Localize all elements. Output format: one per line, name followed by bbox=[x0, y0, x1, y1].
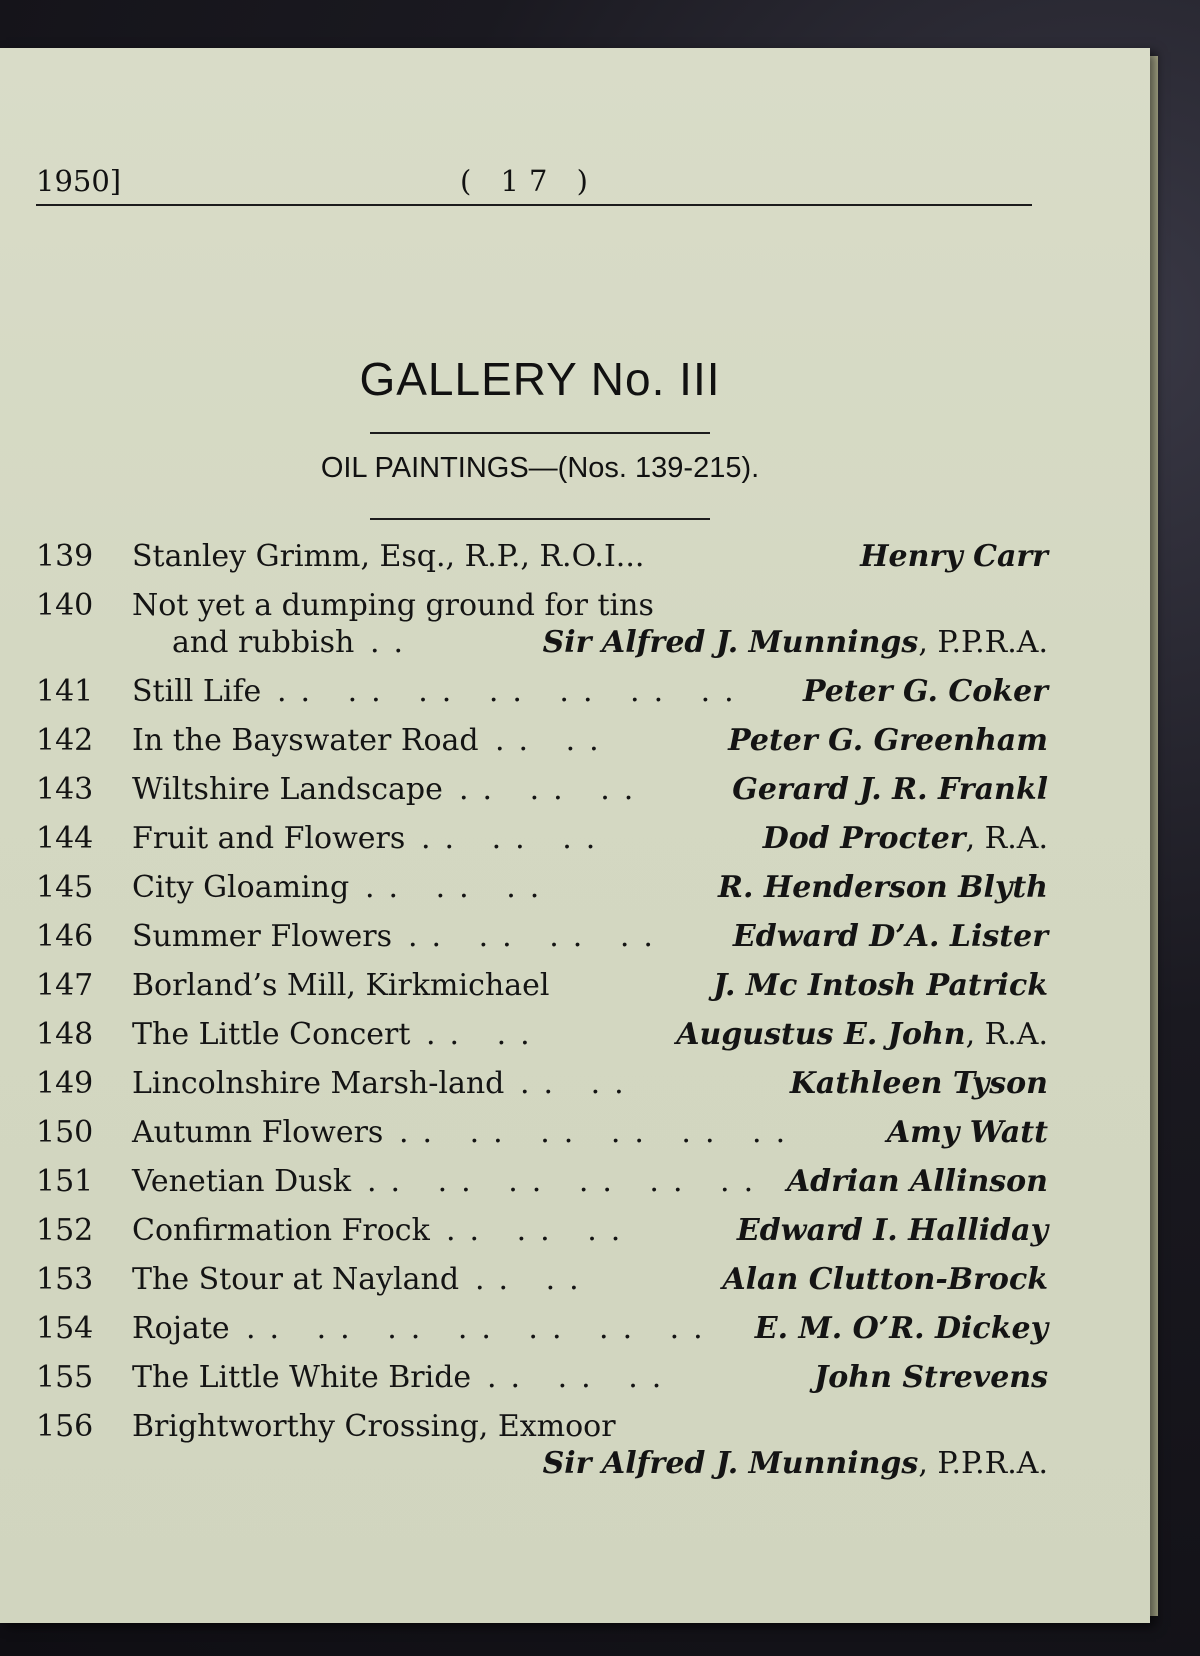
section-subtitle: OIL PAINTINGS—(Nos. 139-215). bbox=[320, 452, 760, 484]
entry-title: Borland’s Mill, Kirkmichael bbox=[132, 968, 550, 1003]
entry-number: 153 bbox=[36, 1262, 94, 1297]
artist-honours: , R.A. bbox=[965, 1017, 1048, 1052]
leader-dots: .. .. .. bbox=[487, 1360, 676, 1395]
leader-dots: .. .. bbox=[495, 723, 613, 758]
entry-artist bbox=[543, 1439, 1048, 1488]
artist-name: Amy Watt bbox=[886, 1115, 1048, 1150]
entry-title: In the Bayswater Road bbox=[132, 723, 479, 758]
catalogue-entry bbox=[36, 1108, 1048, 1157]
artist-name: Dod Procter bbox=[762, 821, 966, 856]
entry-artist bbox=[732, 765, 1048, 814]
artist-honours: , P.P.R.A. bbox=[918, 625, 1048, 660]
leader-dots: .. .. .. .. .. .. bbox=[399, 1115, 800, 1150]
leader-dots: .. .. .. bbox=[365, 870, 554, 905]
entry-number: 139 bbox=[36, 539, 94, 574]
entry-artist bbox=[814, 1353, 1048, 1402]
entry-artist bbox=[543, 618, 1048, 667]
catalogue-entry bbox=[36, 532, 1048, 581]
catalogue-entry bbox=[36, 863, 1048, 912]
entry-number: 150 bbox=[36, 1115, 94, 1150]
artist-name: Augustus E. John bbox=[676, 1017, 966, 1052]
entry-artist bbox=[803, 667, 1048, 716]
artist-name: J. Mc Intosh Patrick bbox=[713, 968, 1048, 1003]
leader-dots: .. .. .. bbox=[459, 772, 648, 807]
leader-dots: .. .. .. bbox=[446, 1213, 635, 1248]
entry-artist bbox=[763, 814, 1048, 863]
running-header bbox=[30, 158, 1030, 208]
entry-title: The Little White Bride bbox=[132, 1360, 472, 1395]
artist-name: Adrian Allinson bbox=[786, 1164, 1048, 1199]
leader-dots: .. .. .. .. .. .. .. bbox=[246, 1311, 717, 1346]
entry-title: Rojate bbox=[132, 1311, 230, 1346]
artist-name: Sir Alfred J. Munnings bbox=[542, 1446, 919, 1481]
page-edge bbox=[1150, 56, 1158, 1616]
page-number: ( 17 ) bbox=[460, 164, 598, 198]
leader-dots: .. .. .. .. bbox=[408, 919, 667, 954]
entry-artist bbox=[887, 1108, 1048, 1157]
artist-name: Sir Alfred J. Munnings bbox=[542, 625, 919, 660]
header-rule bbox=[36, 204, 1032, 206]
catalogue-entry bbox=[36, 912, 1048, 961]
entry-title: The Little Concert bbox=[132, 1017, 411, 1052]
entry-number: 149 bbox=[36, 1066, 94, 1101]
entry-title: Not yet a dumping ground for tins bbox=[132, 588, 654, 623]
catalogue-entry bbox=[36, 1157, 1048, 1206]
artist-name: Edward I. Halliday bbox=[736, 1213, 1048, 1248]
entry-number: 151 bbox=[36, 1164, 94, 1199]
catalogue-entry bbox=[36, 814, 1048, 863]
entry-number: 154 bbox=[36, 1311, 94, 1346]
entry-title: The Stour at Nayland bbox=[132, 1262, 460, 1297]
artist-name: John Strevens bbox=[814, 1360, 1048, 1395]
artist-name: R. Henderson Blyth bbox=[718, 870, 1048, 905]
entry-title: Summer Flowers bbox=[132, 919, 393, 954]
leader-dots: .. .. .. .. .. .. bbox=[367, 1164, 768, 1199]
entry-artist bbox=[718, 863, 1048, 912]
artist-honours: , P.P.R.A. bbox=[918, 1446, 1048, 1481]
entry-title: Lincolnshire Marsh-land bbox=[132, 1066, 505, 1101]
catalogue-entry bbox=[36, 581, 1048, 667]
artist-name: Peter G. Greenham bbox=[728, 723, 1048, 758]
artist-name: Peter G. Coker bbox=[802, 674, 1048, 709]
catalogue-entry bbox=[36, 1010, 1048, 1059]
artist-name: Kathleen Tyson bbox=[789, 1066, 1048, 1101]
catalogue-entry bbox=[36, 961, 1048, 1010]
entry-number: 148 bbox=[36, 1017, 94, 1052]
entry-artist bbox=[733, 912, 1048, 961]
entry-number: 141 bbox=[36, 674, 94, 709]
entry-artist bbox=[755, 1304, 1048, 1353]
artist-honours: , R.A. bbox=[965, 821, 1048, 856]
leader-dots: .. .. .. bbox=[421, 821, 610, 856]
entry-title-continued: and rubbish bbox=[172, 625, 355, 660]
entry-number: 145 bbox=[36, 870, 94, 905]
entry-number: 142 bbox=[36, 723, 94, 758]
artist-name: Gerard J. R. Frankl bbox=[732, 772, 1048, 807]
leader-dots: .. .. bbox=[475, 1262, 593, 1297]
catalogue-entry bbox=[36, 1206, 1048, 1255]
artist-name: Edward D’A. Lister bbox=[732, 919, 1048, 954]
entry-number: 143 bbox=[36, 772, 94, 807]
leader-dots: .. .. bbox=[426, 1017, 544, 1052]
entry-number: 144 bbox=[36, 821, 94, 856]
entry-artist bbox=[737, 1206, 1048, 1255]
gallery-title: GALLERY No. III bbox=[359, 353, 721, 405]
catalogue-entry bbox=[36, 1304, 1048, 1353]
leader-dots: .. .. .. .. .. .. .. bbox=[277, 674, 748, 709]
artist-name: Henry Carr bbox=[860, 539, 1048, 574]
title-rule bbox=[370, 432, 710, 434]
entry-list bbox=[36, 532, 1048, 1488]
entry-number: 140 bbox=[36, 588, 94, 623]
catalogue-entry bbox=[36, 765, 1048, 814]
entry-title: Venetian Dusk bbox=[132, 1164, 352, 1199]
entry-number: 146 bbox=[36, 919, 94, 954]
entry-title: Fruit and Flowers bbox=[132, 821, 406, 856]
leader-dots: .. bbox=[370, 625, 418, 660]
entry-artist bbox=[713, 961, 1048, 1010]
entry-artist bbox=[790, 1059, 1048, 1108]
entry-artist bbox=[787, 1157, 1048, 1206]
entry-artist bbox=[722, 1255, 1048, 1304]
catalogue-entry bbox=[36, 1255, 1048, 1304]
entry-title: Autumn Flowers bbox=[132, 1115, 384, 1150]
artist-name: Alan Clutton-Brock bbox=[722, 1262, 1048, 1297]
entry-title: Wiltshire Landscape bbox=[132, 772, 443, 807]
entry-number: 147 bbox=[36, 968, 94, 1003]
catalogue-entry bbox=[36, 1059, 1048, 1108]
catalogue-entry bbox=[36, 716, 1048, 765]
entry-number: 156 bbox=[36, 1409, 94, 1444]
entry-title: Still Life bbox=[132, 674, 262, 709]
catalogue-entry bbox=[36, 667, 1048, 716]
entry-artist bbox=[676, 1010, 1048, 1059]
entry-artist bbox=[728, 716, 1048, 765]
entry-title: Stanley Grimm, Esq., R.P., R.O.I... bbox=[132, 539, 645, 574]
entry-title: Confirmation Frock bbox=[132, 1213, 430, 1248]
header-year: 1950] bbox=[36, 164, 122, 198]
entry-number: 152 bbox=[36, 1213, 94, 1248]
catalogue-entry bbox=[36, 1402, 1048, 1488]
subtitle-rule bbox=[370, 518, 710, 520]
entry-number: 155 bbox=[36, 1360, 94, 1395]
entry-title: Brightworthy Crossing, Exmoor bbox=[132, 1409, 616, 1444]
entry-title: City Gloaming bbox=[132, 870, 350, 905]
entry-artist bbox=[860, 532, 1048, 581]
artist-name: E. M. O’R. Dickey bbox=[754, 1311, 1048, 1346]
leader-dots: .. .. bbox=[520, 1066, 638, 1101]
catalogue-entry bbox=[36, 1353, 1048, 1402]
